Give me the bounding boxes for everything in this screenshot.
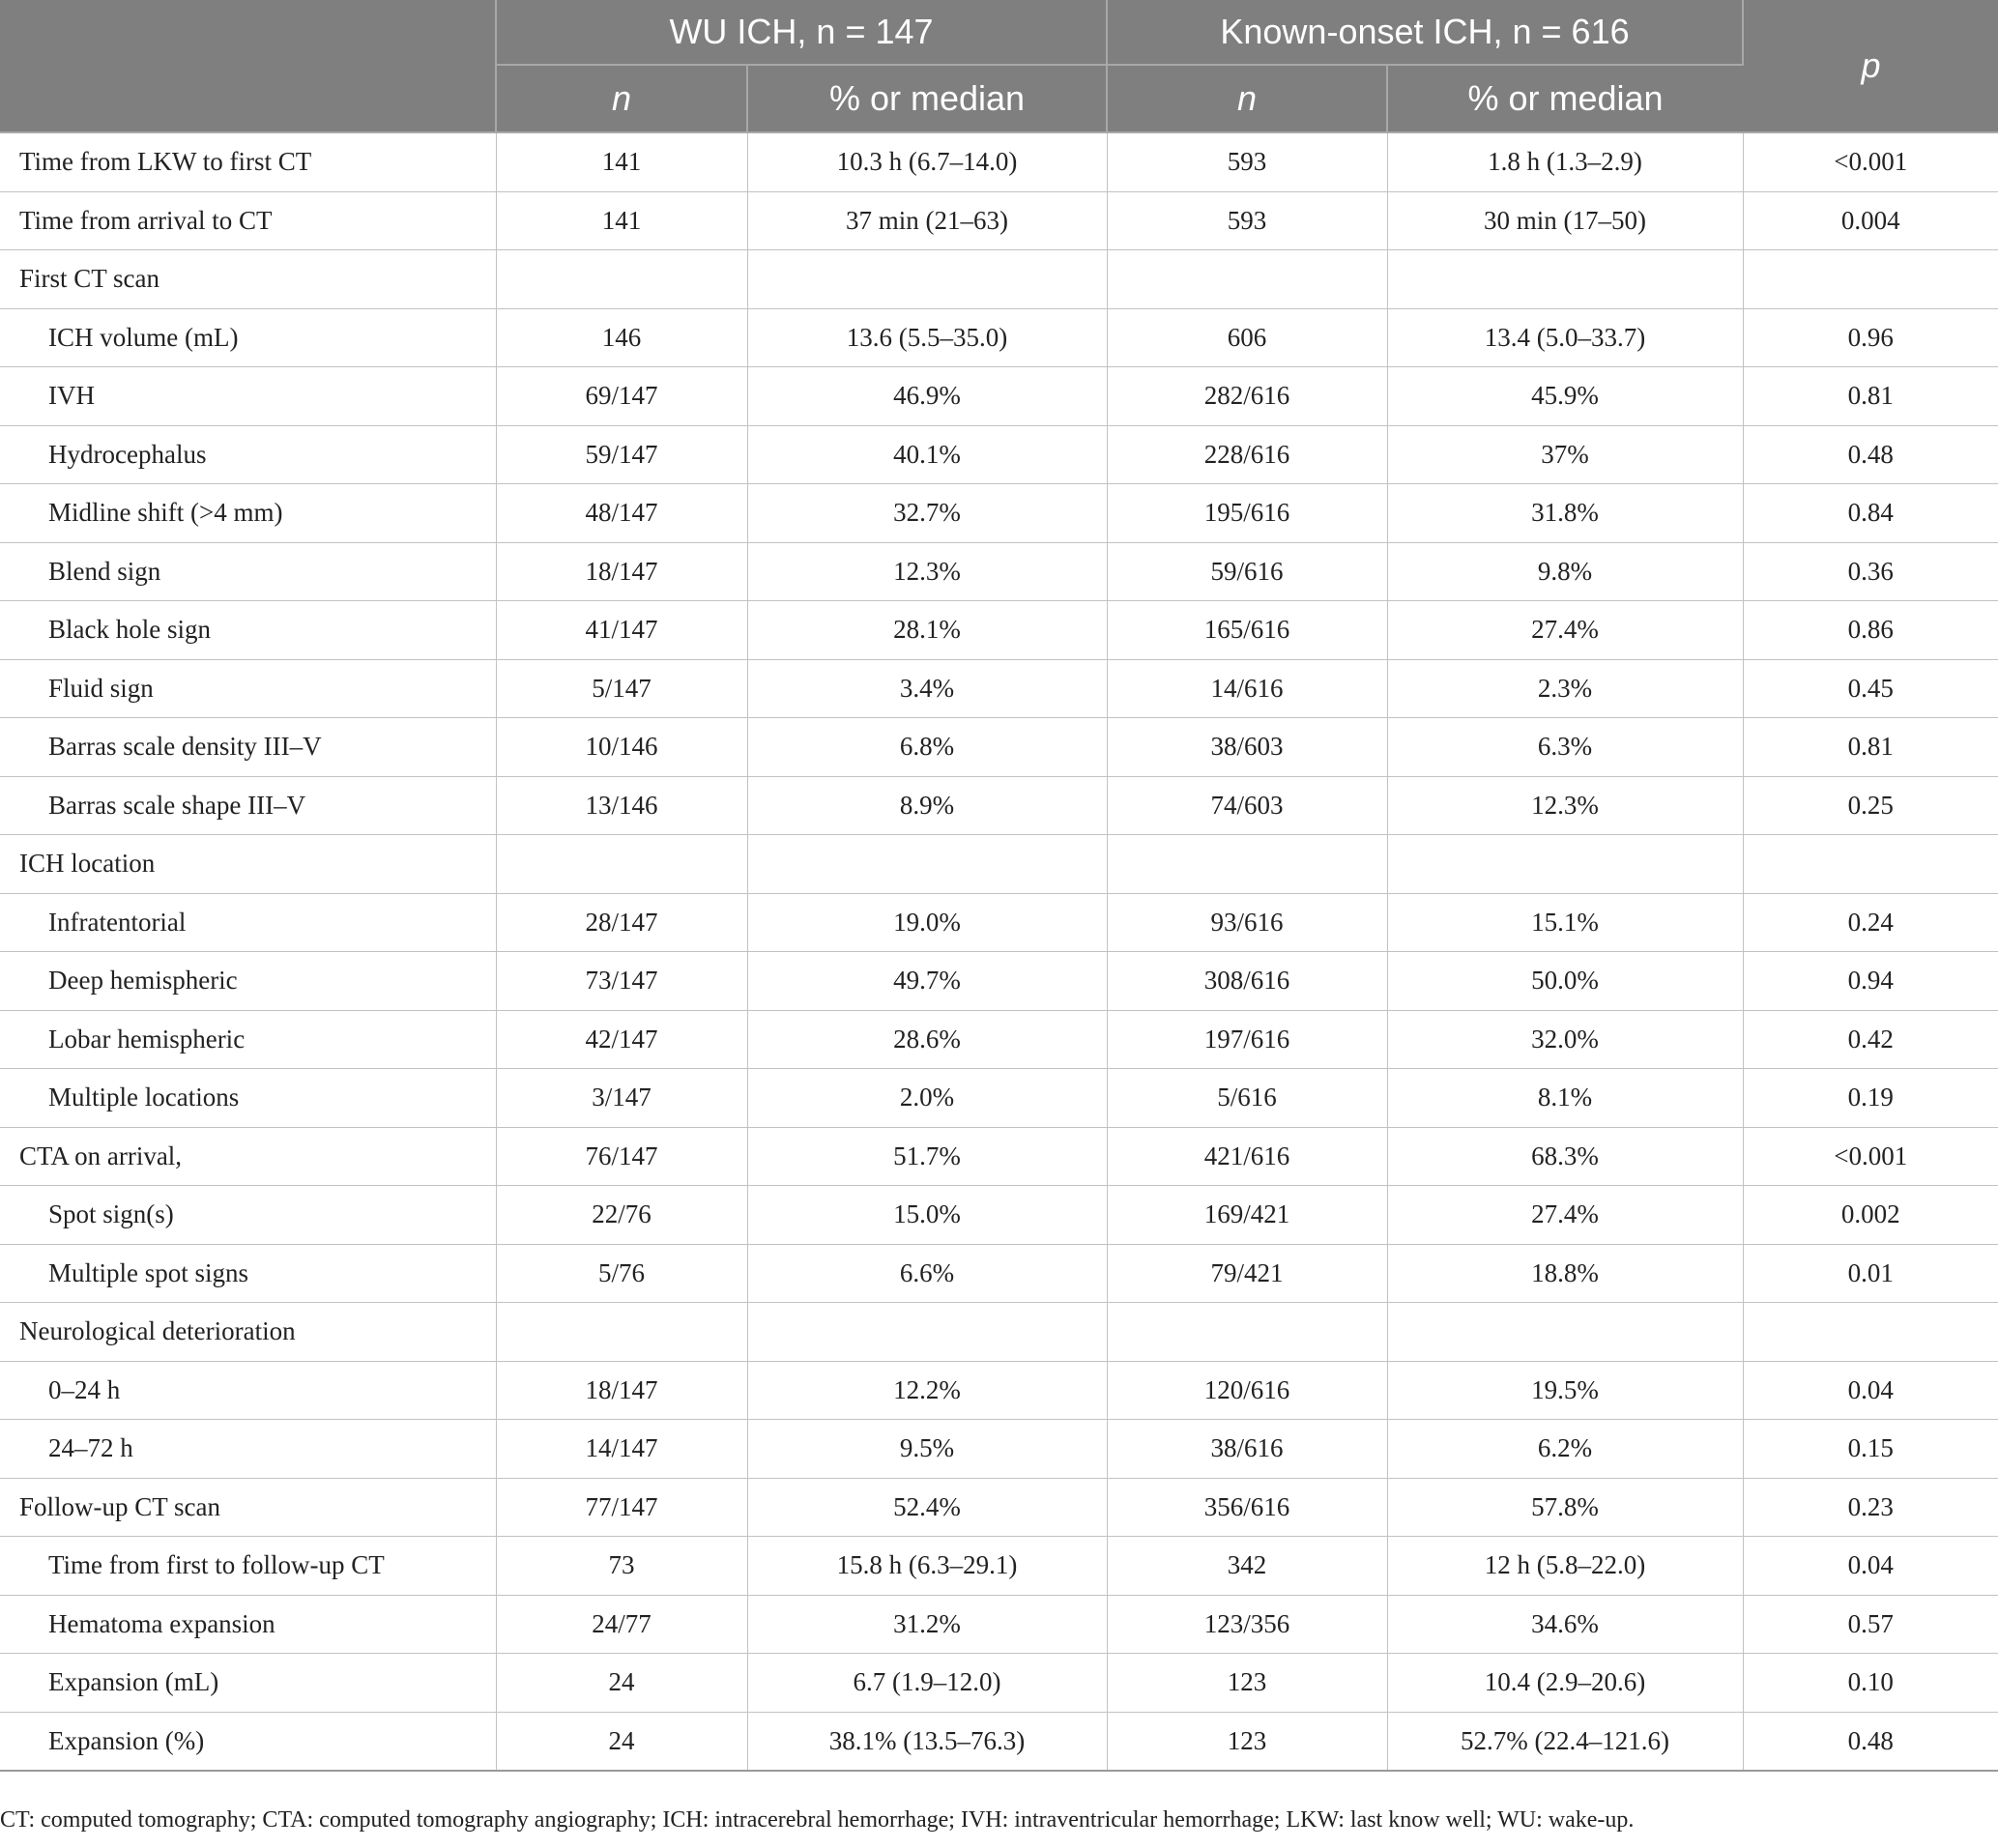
cell-known-n: 197/616 (1107, 1010, 1387, 1069)
row-label: Hydrocephalus (0, 425, 496, 484)
cell-known-n: 5/616 (1107, 1069, 1387, 1128)
cell-p-value: 0.86 (1743, 601, 1998, 660)
cell-known-n: 593 (1107, 191, 1387, 250)
cell-wu-n: 10/146 (496, 718, 747, 777)
table-row (0, 191, 1998, 250)
cell-known-n: 282/616 (1107, 367, 1387, 426)
row-label: 24–72 h (0, 1420, 496, 1479)
cell-p-value: 0.01 (1743, 1244, 1998, 1303)
cell-p-value (1743, 835, 1998, 894)
cell-known-n: 342 (1107, 1537, 1387, 1596)
cell-wu-pct: 9.5% (747, 1420, 1107, 1479)
cell-wu-n: 28/147 (496, 893, 747, 952)
cell-wu-pct: 12.3% (747, 542, 1107, 601)
cell-p-value: 0.42 (1743, 1010, 1998, 1069)
table-row (0, 776, 1998, 835)
row-label: Infratentorial (0, 893, 496, 952)
cell-known-n: 79/421 (1107, 1244, 1387, 1303)
row-label: Time from LKW to first CT (0, 132, 496, 191)
cell-p-value: 0.23 (1743, 1478, 1998, 1537)
cell-wu-n: 3/147 (496, 1069, 747, 1128)
row-label: Barras scale density III–V (0, 718, 496, 777)
cell-known-pct: 52.7% (22.4–121.6) (1387, 1712, 1743, 1771)
cell-known-pct: 15.1% (1387, 893, 1743, 952)
cell-wu-n: 41/147 (496, 601, 747, 660)
cell-wu-pct: 49.7% (747, 952, 1107, 1011)
cell-known-n: 93/616 (1107, 893, 1387, 952)
cell-p-value: 0.94 (1743, 952, 1998, 1011)
cell-known-pct: 50.0% (1387, 952, 1743, 1011)
row-label: Deep hemispheric (0, 952, 496, 1011)
cell-known-pct: 9.8% (1387, 542, 1743, 601)
cell-known-pct: 12 h (5.8–22.0) (1387, 1537, 1743, 1596)
table-row (0, 1478, 1998, 1537)
cell-known-pct: 31.8% (1387, 484, 1743, 543)
cell-wu-pct: 15.8 h (6.3–29.1) (747, 1537, 1107, 1596)
cell-wu-pct: 6.8% (747, 718, 1107, 777)
cell-known-pct: 13.4 (5.0–33.7) (1387, 308, 1743, 367)
cell-known-n: 123/356 (1107, 1595, 1387, 1654)
cell-known-n: 195/616 (1107, 484, 1387, 543)
row-label: Multiple spot signs (0, 1244, 496, 1303)
table-row (0, 1244, 1998, 1303)
cell-wu-n: 13/146 (496, 776, 747, 835)
row-label: Neurological deterioration (0, 1303, 496, 1362)
cell-known-n: 308/616 (1107, 952, 1387, 1011)
cell-wu-n (496, 250, 747, 309)
cell-wu-n (496, 835, 747, 894)
cell-wu-pct: 3.4% (747, 659, 1107, 718)
cell-known-pct: 10.4 (2.9–20.6) (1387, 1654, 1743, 1713)
cell-wu-pct: 10.3 h (6.7–14.0) (747, 132, 1107, 191)
cell-known-n: 169/421 (1107, 1186, 1387, 1245)
cell-wu-pct: 19.0% (747, 893, 1107, 952)
row-label: Blend sign (0, 542, 496, 601)
row-label: Follow-up CT scan (0, 1478, 496, 1537)
cell-known-n: 356/616 (1107, 1478, 1387, 1537)
row-label: ICH location (0, 835, 496, 894)
row-label: Fluid sign (0, 659, 496, 718)
cell-known-pct: 68.3% (1387, 1127, 1743, 1186)
cell-wu-n: 24 (496, 1712, 747, 1771)
table-row (0, 542, 1998, 601)
table-row (0, 835, 1998, 894)
table-row (0, 250, 1998, 309)
cell-wu-n: 73 (496, 1537, 747, 1596)
cell-known-n: 38/603 (1107, 718, 1387, 777)
table-header (0, 0, 1998, 132)
cell-known-pct: 2.3% (1387, 659, 1743, 718)
cell-p-value: 0.48 (1743, 425, 1998, 484)
cell-known-pct: 57.8% (1387, 1478, 1743, 1537)
table-body (0, 132, 1998, 1771)
cell-p-value: 0.48 (1743, 1712, 1998, 1771)
cell-wu-n: 5/147 (496, 659, 747, 718)
cell-p-value: <0.001 (1743, 1127, 1998, 1186)
cell-p-value (1743, 1303, 1998, 1362)
row-label: Black hole sign (0, 601, 496, 660)
cell-wu-pct: 38.1% (13.5–76.3) (747, 1712, 1107, 1771)
cell-wu-pct: 31.2% (747, 1595, 1107, 1654)
table-row (0, 132, 1998, 191)
row-label: First CT scan (0, 250, 496, 309)
cell-known-n: 120/616 (1107, 1361, 1387, 1420)
cell-wu-pct: 40.1% (747, 425, 1107, 484)
cell-p-value: 0.45 (1743, 659, 1998, 718)
table-row (0, 952, 1998, 1011)
cell-known-pct: 32.0% (1387, 1010, 1743, 1069)
table-row (0, 1420, 1998, 1479)
table-row (0, 601, 1998, 660)
cell-known-n: 421/616 (1107, 1127, 1387, 1186)
row-label: 0–24 h (0, 1361, 496, 1420)
cell-p-value: 0.57 (1743, 1595, 1998, 1654)
table-row (0, 1186, 1998, 1245)
cell-p-value: 0.96 (1743, 308, 1998, 367)
table-row (0, 1361, 1998, 1420)
cell-wu-n: 24 (496, 1654, 747, 1713)
cell-known-pct: 45.9% (1387, 367, 1743, 426)
cell-known-pct: 1.8 h (1.3–2.9) (1387, 132, 1743, 191)
row-label: Midline shift (>4 mm) (0, 484, 496, 543)
cell-p-value: 0.004 (1743, 191, 1998, 250)
cell-wu-n: 18/147 (496, 542, 747, 601)
header-group-known-onset: Known-onset ICH, n = 616 (1107, 0, 1743, 65)
cell-p-value (1743, 250, 1998, 309)
cell-wu-n: 77/147 (496, 1478, 747, 1537)
cell-wu-pct: 13.6 (5.5–35.0) (747, 308, 1107, 367)
cell-wu-pct: 28.6% (747, 1010, 1107, 1069)
cell-wu-n: 146 (496, 308, 747, 367)
cell-wu-n: 73/147 (496, 952, 747, 1011)
cell-known-n: 593 (1107, 132, 1387, 191)
cell-p-value: 0.04 (1743, 1361, 1998, 1420)
row-label: Hematoma expansion (0, 1595, 496, 1654)
cell-wu-n: 141 (496, 191, 747, 250)
table-row (0, 893, 1998, 952)
cell-wu-n: 69/147 (496, 367, 747, 426)
cell-wu-pct: 28.1% (747, 601, 1107, 660)
cell-wu-n: 59/147 (496, 425, 747, 484)
cell-known-n (1107, 1303, 1387, 1362)
table-row (0, 659, 1998, 718)
cell-known-pct (1387, 835, 1743, 894)
cell-wu-n: 24/77 (496, 1595, 747, 1654)
cell-wu-n: 18/147 (496, 1361, 747, 1420)
cell-known-pct: 19.5% (1387, 1361, 1743, 1420)
row-label: Spot sign(s) (0, 1186, 496, 1245)
cell-p-value: 0.10 (1743, 1654, 1998, 1713)
row-label: Expansion (%) (0, 1712, 496, 1771)
cell-wu-n: 76/147 (496, 1127, 747, 1186)
cell-wu-pct (747, 1303, 1107, 1362)
cell-known-pct (1387, 1303, 1743, 1362)
table-row (0, 1712, 1998, 1771)
cell-known-pct (1387, 250, 1743, 309)
cell-known-n: 228/616 (1107, 425, 1387, 484)
table-row (0, 308, 1998, 367)
cell-known-n (1107, 250, 1387, 309)
cell-p-value: 0.36 (1743, 542, 1998, 601)
cell-wu-n: 14/147 (496, 1420, 747, 1479)
cell-wu-pct: 8.9% (747, 776, 1107, 835)
table-row (0, 718, 1998, 777)
row-label: Time from arrival to CT (0, 191, 496, 250)
cell-known-pct: 30 min (17–50) (1387, 191, 1743, 250)
cell-known-pct: 8.1% (1387, 1069, 1743, 1128)
cell-known-n: 606 (1107, 308, 1387, 367)
cell-known-n: 38/616 (1107, 1420, 1387, 1479)
cell-known-pct: 34.6% (1387, 1595, 1743, 1654)
cell-wu-pct: 12.2% (747, 1361, 1107, 1420)
cell-p-value: 0.25 (1743, 776, 1998, 835)
cell-known-n: 14/616 (1107, 659, 1387, 718)
cell-wu-pct: 2.0% (747, 1069, 1107, 1128)
cell-wu-pct (747, 250, 1107, 309)
table-row (0, 1654, 1998, 1713)
cell-p-value: 0.04 (1743, 1537, 1998, 1596)
header-p-value: p (1743, 0, 1998, 132)
cell-known-n (1107, 835, 1387, 894)
cell-known-pct: 27.4% (1387, 1186, 1743, 1245)
cell-p-value: 0.81 (1743, 367, 1998, 426)
cell-wu-n: 42/147 (496, 1010, 747, 1069)
table-row (0, 1127, 1998, 1186)
cell-known-pct: 27.4% (1387, 601, 1743, 660)
cell-wu-pct: 6.6% (747, 1244, 1107, 1303)
row-label: IVH (0, 367, 496, 426)
row-label: Lobar hemispheric (0, 1010, 496, 1069)
cell-wu-n: 5/76 (496, 1244, 747, 1303)
cell-wu-pct: 46.9% (747, 367, 1107, 426)
table-row (0, 484, 1998, 543)
cell-known-n: 123 (1107, 1654, 1387, 1713)
cell-wu-pct: 37 min (21–63) (747, 191, 1107, 250)
row-label: Barras scale shape III–V (0, 776, 496, 835)
table-row (0, 367, 1998, 426)
header-known-pct: % or median (1387, 65, 1743, 132)
cell-known-n: 123 (1107, 1712, 1387, 1771)
cell-p-value: 0.19 (1743, 1069, 1998, 1128)
cell-wu-pct: 6.7 (1.9–12.0) (747, 1654, 1107, 1713)
table-row (0, 1537, 1998, 1596)
cell-known-n: 74/603 (1107, 776, 1387, 835)
cell-known-pct: 12.3% (1387, 776, 1743, 835)
cell-p-value: 0.84 (1743, 484, 1998, 543)
cell-wu-n: 22/76 (496, 1186, 747, 1245)
row-label: ICH volume (mL) (0, 308, 496, 367)
cell-wu-n (496, 1303, 747, 1362)
cell-known-pct: 18.8% (1387, 1244, 1743, 1303)
table-footnote: CT: computed tomography; CTA: computed tomography angiography; ICH: intracerebral hemorrhage; IVH: intraventricular hemorrhage; LKW: last know well; WU: wake-up. (0, 1807, 1635, 1833)
table-row (0, 1069, 1998, 1128)
cell-known-pct: 37% (1387, 425, 1743, 484)
cell-p-value: 0.15 (1743, 1420, 1998, 1479)
header-wu-n: n (496, 65, 747, 132)
header-wu-pct: % or median (747, 65, 1107, 132)
cell-p-value: <0.001 (1743, 132, 1998, 191)
row-label: Expansion (mL) (0, 1654, 496, 1713)
cell-wu-pct: 32.7% (747, 484, 1107, 543)
cell-wu-n: 141 (496, 132, 747, 191)
table-row (0, 1595, 1998, 1654)
cell-known-pct: 6.2% (1387, 1420, 1743, 1479)
cell-known-n: 59/616 (1107, 542, 1387, 601)
cell-wu-pct (747, 835, 1107, 894)
table-row (0, 425, 1998, 484)
cell-wu-pct: 51.7% (747, 1127, 1107, 1186)
row-label: CTA on arrival, (0, 1127, 496, 1186)
row-label: Time from first to follow-up CT (0, 1537, 496, 1596)
table-row (0, 1010, 1998, 1069)
cell-wu-n: 48/147 (496, 484, 747, 543)
cell-known-n: 165/616 (1107, 601, 1387, 660)
cell-p-value: 0.24 (1743, 893, 1998, 952)
header-known-n: n (1107, 65, 1387, 132)
table-row (0, 1303, 1998, 1362)
row-label: Multiple locations (0, 1069, 496, 1128)
cell-known-pct: 6.3% (1387, 718, 1743, 777)
cell-p-value: 0.81 (1743, 718, 1998, 777)
cell-p-value: 0.002 (1743, 1186, 1998, 1245)
header-blank-cell (0, 0, 496, 132)
header-group-wu: WU ICH, n = 147 (496, 0, 1107, 65)
cell-wu-pct: 52.4% (747, 1478, 1107, 1537)
cell-wu-pct: 15.0% (747, 1186, 1107, 1245)
